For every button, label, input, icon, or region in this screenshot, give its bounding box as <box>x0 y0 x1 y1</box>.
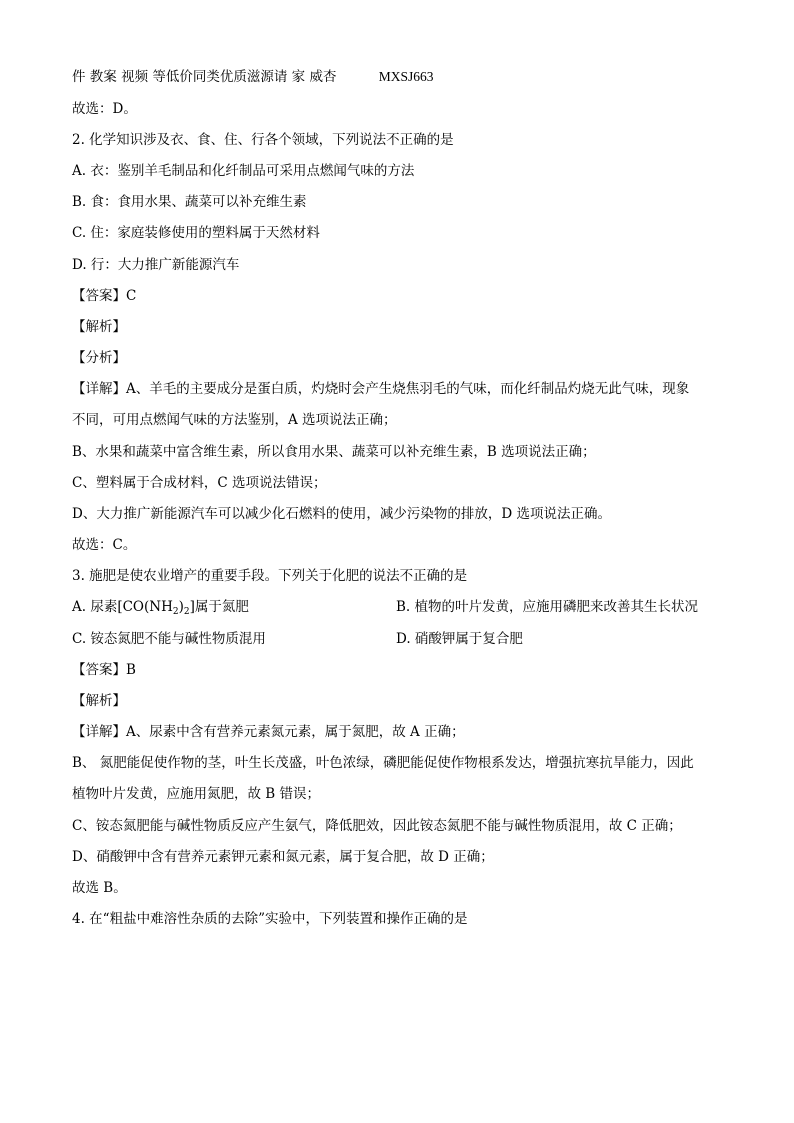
q2-stem: 2. 化学知识涉及衣、食、住、行各个领域，下列说法不正确的是 <box>72 132 454 148</box>
q2-option-a: A. 衣：鉴别羊毛制品和化纤制品可采用点燃闻气味的方法 <box>72 163 415 179</box>
q1-conclusion: 故选：D。 <box>72 101 137 117</box>
q2-jiexi-label: 【解析】 <box>72 319 126 335</box>
header-line <box>72 68 434 86</box>
q3-detail-line: 【详解】A、尿素中含有营养元素氮元素，属于氮肥，故 A 正确； <box>72 724 465 740</box>
q2-option-b: B. 食：食用水果、蔬菜可以补充维生素 <box>72 194 307 210</box>
q2-answer: 【答案】C <box>72 288 137 304</box>
q3-detail-line: C、铵态氮肥能与碱性物质反应产生氨气，降低肥效，因此铵态氮肥不能与碱性物质混用，故 C 正确； <box>72 818 682 834</box>
q3-option-a-mid: ) <box>178 599 184 615</box>
subscript: 2 <box>172 607 179 617</box>
q2-conclusion: 故选：C。 <box>72 537 137 553</box>
header-text: 件 教案 视频 等低价同类优质滋源请 家 威杏 <box>72 69 337 85</box>
q4-stem: 4. 在“粗盐中难溶性杂质的去除”实验中，下列装置和操作正确的是 <box>72 911 468 927</box>
q2-detail-line: 不同，可用点燃闻气味的方法鉴别，A 选项说法正确； <box>72 412 397 428</box>
q3-option-a-prefix: A. 尿素[CO(NH <box>72 599 173 615</box>
q2-option-c: C. 住：家庭装修使用的塑料属于天然材料 <box>72 225 320 241</box>
q3-answer: 【答案】B <box>72 662 136 678</box>
subscript: 2 <box>183 607 190 617</box>
q3-detail-line: B、 氮肥能促使作物的茎，叶生长茂盛，叶色浓绿，磷肥能促使作物根系发达，增强抗寒抗旱能力，因此 <box>72 755 694 771</box>
q2-detail-line: 【详解】A、羊毛的主要成分是蛋白质，灼烧时会产生烧焦羽毛的气味，而化纤制品灼烧无此气味，现象 <box>72 381 690 397</box>
q3-jiexi-label: 【解析】 <box>72 693 126 709</box>
q3-option-c: C. 铵态氮肥不能与碱性物质混用 <box>72 631 266 647</box>
q2-detail-line: C、塑料属于合成材料，C 选项说法错误； <box>72 475 327 491</box>
q2-option-d: D. 行：大力推广新能源汽车 <box>72 257 240 273</box>
q2-fenxi-label: 【分析】 <box>72 350 126 366</box>
q3-option-a-suffix: ]属于氮肥 <box>189 599 249 615</box>
q3-detail-line: D、硝酸钾中含有营养元素钾元素和氮元素，属于复合肥，故 D 正确； <box>72 849 494 865</box>
q3-stem: 3. 施肥是使农业增产的重要手段。下列关于化肥的说法不正确的是 <box>72 568 468 584</box>
q2-detail-line: D、大力推广新能源汽车可以减少化石燃料的使用，减少污染物的排放，D 选项说法正确。 <box>72 506 611 522</box>
q2-detail-line: B、水果和蔬菜中富含维生素，所以食用水果、蔬菜可以补充维生素，B 选项说法正确； <box>72 444 596 460</box>
q3-detail-line: 植物叶片发黄，应施用氮肥，故 B 错误； <box>72 786 321 802</box>
q3-option-d: D. 硝酸钾属于复合肥 <box>396 631 523 647</box>
q3-conclusion: 故选 B。 <box>72 880 127 896</box>
doc-code: MXSJ663 <box>378 69 434 84</box>
q3-option-b: B. 植物的叶片发黄，应施用磷肥来改善其生长状况 <box>396 599 699 615</box>
q3-option-a <box>72 598 249 616</box>
